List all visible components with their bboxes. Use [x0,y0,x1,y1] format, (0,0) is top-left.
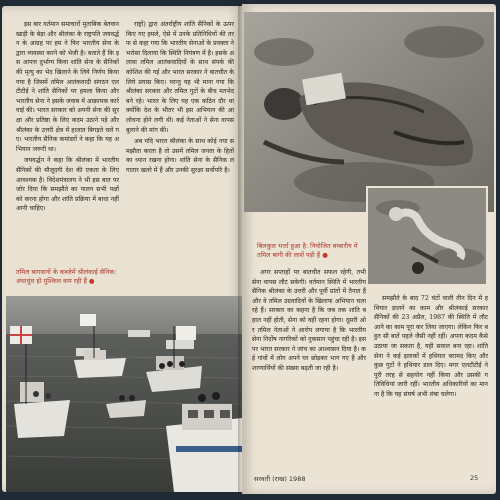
inset-photo-image [368,188,486,284]
top-photo-image [244,12,494,212]
boats-photo [6,296,242,492]
left-col2-paragraph-2: अब यदि भारत श्रीलंका के साथ कोई नया समझौता करता है तो उसमें तमिल जनता के हितों का ध्यान रखना होगा। शांति सेना के सैनिक लगातार खतरे में हैं और उनकी सुरक्षा सर्वोपरि है। [126,138,234,174]
left-page [2,6,242,492]
right-column-2-text [374,294,488,466]
left-column-2-text [126,20,234,290]
magazine-name-year: सरवती (राख) 1988 [254,475,306,483]
right-col1-paragraph-1: अगर सप्ताहों पर बातचीत सफल रहेगी, तभी सेना वापस लौट सकेगी। वर्तमान स्थिति में भारतीय सैनिक श्रीलंका के उत्तरी और पूर्वी प्रांतों में तैनात हैं और वे तमिल उग्रवादियों के खिलाफ अभियान चला रहे हैं। सरकार का कहना है कि जब तक शांति बहाल नहीं होती, सेना को वहीं रहना होगा। दूसरी ओर तमिल नेताओं ने आरोप लगाया है कि भारतीय सेना निर्दोष नागरिकों को नुकसान पहुंचा रही है। इस पर भारत सरकार ने जांच का आश्वासन दिया है। कई गांवों में लोग अपने घर छोड़कर भाग गए हैं और शरणार्थियों की संख्या बढ़ती जा रही है। [252,269,366,372]
right-caption-text: बिलकुल भर्त्ता हुआ है: नियोजित बम्बारीय में तमिल बागी की लाशें पड़ी हैं [257,242,358,259]
left-caption [16,268,120,286]
right-caption [254,240,364,262]
top-photo [244,12,494,212]
magazine-footer [254,474,305,483]
right-col2-paragraph-1: समझौते के बाद 72 घंटों वाली तीन दिन में हथियार डालने का काम और श्रीलंकाई सरकार सैनिकों की 23 अप्रैल, 1987 की स्थिति में लौट आने का काम पूरा कर लिया जाएगा। लेकिन फिर बहुत सी बातें पहले जैसी नहीं रहीं। अपना कदम कैसे उठाया जा सकता है, यही सवाल बना रहा। शांति सेना ने कई इलाकों में हथियार बरामद किए और कुछ गुटों ने हथियार डाल दिए। मगर एलटीटीई ने पूरी तरह से सहयोग नहीं किया और उसकी गतिविधियां जारी रहीं। भारतीय अधिकारियों का मानना है कि यह संघर्ष अभी लंबा चलेगा। [374,295,488,398]
left-caption-text: तमिल बागवानों के कब्जेमें श्रीलंकाई सैनिक: अंधाधुंध हो मुश्किल कम रही हैं [16,268,117,285]
boats-photo-image [6,296,242,492]
left-col1-paragraph-1: इस बार वर्तमान समाचारों मुताबिक बेतवान खाड़ी के बेड़ा और श्रीलंका के राष्ट्रपति जयवर्द्धन के आग्रह पर हम ने फिर भारतीय सेना के द्वारा व्यवस्था करने को भेजी है। बताते हैं कि इस आपत्त दुर्भाग्य किया शांति सेना के सैनिकों की मृत्यु का भेद खिलाने के लिये निर्णय किया गया है जिसमें तमिल आतंकवादी संगठन एलटीटीई ने शांति सैनिकों पर हमला किया और भारतीय सेना ने इसके जवाब में आक्रामक कार्रवाई की। भारत सरकार को अपनी सेना की सुरक्षा और प्रतिष्ठा के लिए कदम उठाने पड़े और श्रीलंका के उत्तरी क्षेत्र में हालात बिगड़ते चले गए। भारतीय सैनिक कमांडरों ने कहा कि यह अभियान जरूरी था। [16,21,119,153]
left-column-1-text [16,20,119,268]
right-column-1-text [252,268,366,468]
inset-photo [366,186,488,286]
page-number [470,474,478,482]
caption-marker-icon: ● [88,277,95,285]
right-caption-marker-icon: ● [322,251,328,259]
page-number-text: 25 [470,474,479,482]
left-col2-paragraph-1: राष्ट्रों) द्वारा अंतर्राष्ट्रीय शांति सैनिकों के ऊपर किए गए हमले, ऐसे में उनके प्रतिनिधियों की तरफ से कहा गया कि भारतीय सेनाओं के प्रवक्ता ने भरोसा दिलाया कि स्थिति नियंत्रण में है। इसके अलावा तमिल आतंकवादियों के साथ संपर्क की कोशिश की गई और भारत सरकार ने बातचीत के लिये प्रयास किए। परन्तु यह भी माना गया कि श्रीलंका सरकार और तमिल गुटों के बीच मतभेद बने रहे। भारत के लिए यह एक कठिन दौर था क्योंकि देश के भीतर भी इस अभियान की आलोचना होने लगी थी। कई नेताओं ने सेना वापस बुलाने की मांग की। [126,21,234,134]
left-col1-paragraph-2: जयवर्द्धन ने कहा कि श्रीलंका में भारतीय सैनिकों की मौजूदगी देश की एकता के लिए आवश्यक है। विदेशमंत्रालय ने भी इस बात पर जोर दिया कि समझौते का पालन सभी पक्षों को करना होगा और शांति प्रक्रिया में बाधा नहीं आनी चाहिए। [16,157,119,213]
right-page [242,4,496,494]
